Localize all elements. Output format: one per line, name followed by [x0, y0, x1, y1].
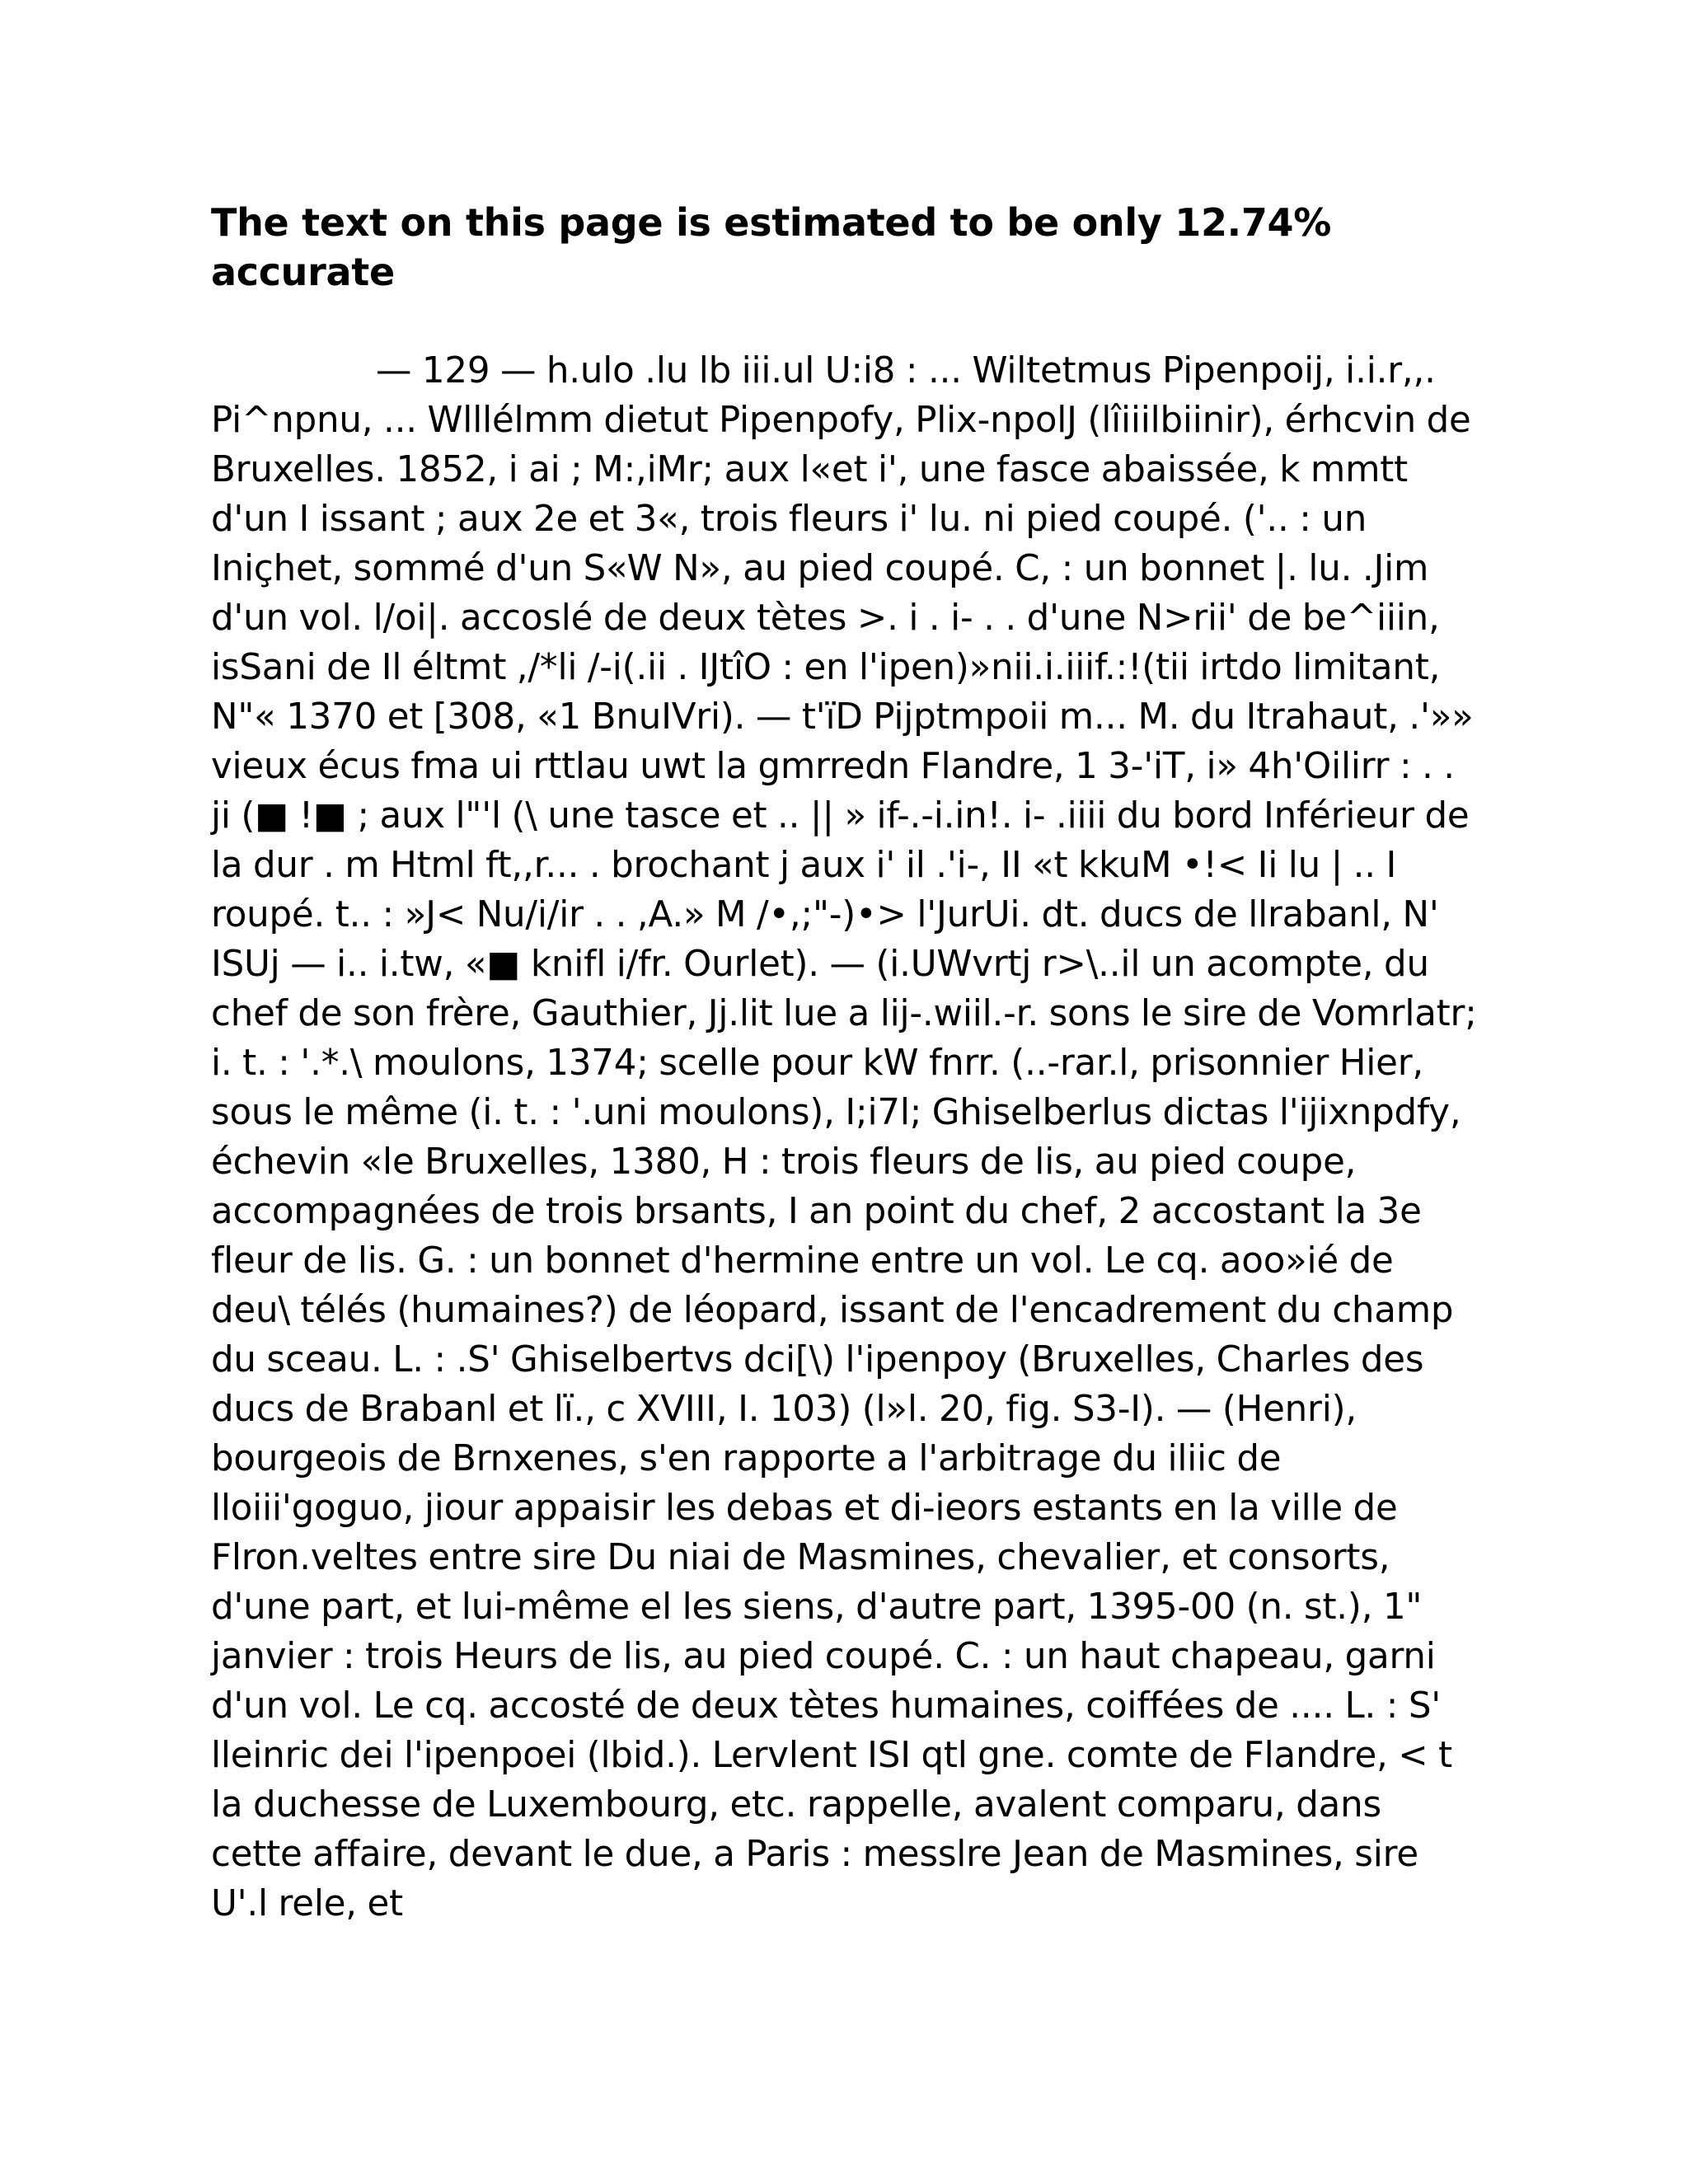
document-page [211, 198, 1480, 1929]
ocr-body-text: — 129 — h.ulo .lu lb iii.ul U:i8 : ... Wiltetmus Pipenpoij, i.i.r,,. Pi^npnu, ... Wlllélmm dietut Pipenpofy, Plix-npolJ (lîiiilbiinir), érhcvin de Bruxelles. 1852, i ai ; M:,iMr; aux l«et i', une fasce abaissée, k mmtt d'un I issant ; aux 2e et 3«, trois fleurs i' lu. ni pied coupé. ('.. : un Iniçhet, sommé d'un S«W N», au pied coupé. C, : un bonnet |. lu. .Jim d'un vol. l/oi|. accoslé de deux tètes >. i . i- . . d'une N>rii' de be^iiin, isSani de Il éltmt ,/*li /-i(.ii . IJtîO : en l'ipen)»nii.i.iiif.:!(tii irtdo limitant, N"« 1370 et [308, «1 BnuIVri). — t'ïD Pijptmpoii m... M. du Itrahaut, .'»» vieux écus fma ui rttlau uwt la gmrredn Flandre, 1 3-'iT, i» 4h'Oilirr : . . ji (■ !■ ; aux l"'l (\ une tasce et .. || » if-.-i.in!. i- .iiii du bord Inférieur de la dur . m Html ft,,r... . brochant j aux i' il .'i-, II «t kkuM •!< Ii lu | .. I roupé. t.. : »J< Nu/i/ir . . ,A.» M /•,;"-)•> l'JurUi. dt. ducs de llrabanl, N' ISUj — i.. i.tw, «■ knifl i/fr. Ourlet). — (i.UWvrtj r>\..il un acompte, du chef de son frère, Gauthier, Jj.lit lue a lij-.wiil.-r. sons le sire de Vomrlatr; i. t. : '.*.\ moulons, 1374; scelle pour kW fnrr. (..-rar.l, prisonnier Hier, sous le même (i. t. : '.uni moulons), I;i7l; Ghiselberlus dictas l'ijixnpdfy, échevin «le Bruxelles, 1380, H : trois fleurs de lis, au pied coupe, accompagnées de trois brsants, I an point du chef, 2 accostant la 3e fleur de lis. G. : un bonnet d'hermine entre un vol. Le cq. aoo»ié de deu\ télés (humaines?) de léopard, issant de l'encadrement du champ du sceau. L. : .S' Ghiselbertvs dci[\) l'ipenpoy (Bruxelles, Charles des ducs de Brabanl et lï., c XVIII, I. 103) (l»l. 20, fig. S3-I). — (Henri), bourgeois de Brnxenes, s'en rapporte a l'arbitrage du iliic de lloiii'goguo, jiour appaisir les debas et di-ieors estants en la ville de Flron.veltes entre sire Du niai de Masmines, chevalier, et consorts, d'une part, et lui-même el les siens, d'autre part, 1395-00 (n. st.), 1" janvier : trois Heurs de lis, au pied coupé. C. : un haut chapeau, garni d'un vol. Le cq. accosté de deux tètes humaines, coiffées de .... L. : S' lleinric dei l'ipenpoei (lbid.). Lervlent ISI qtl gne. comte de Flandre, < t la duchesse de Luxembourg, etc. rappelle, avalent comparu, dans cette affaire, devant le due, a Paris : messlre Jean de Masmines, sire U'.l rele, et [211, 350, 1477, 1924]
ocr-accuracy-heading: The text on this page is estimated to be only 12.74% accurate [211, 200, 1332, 294]
